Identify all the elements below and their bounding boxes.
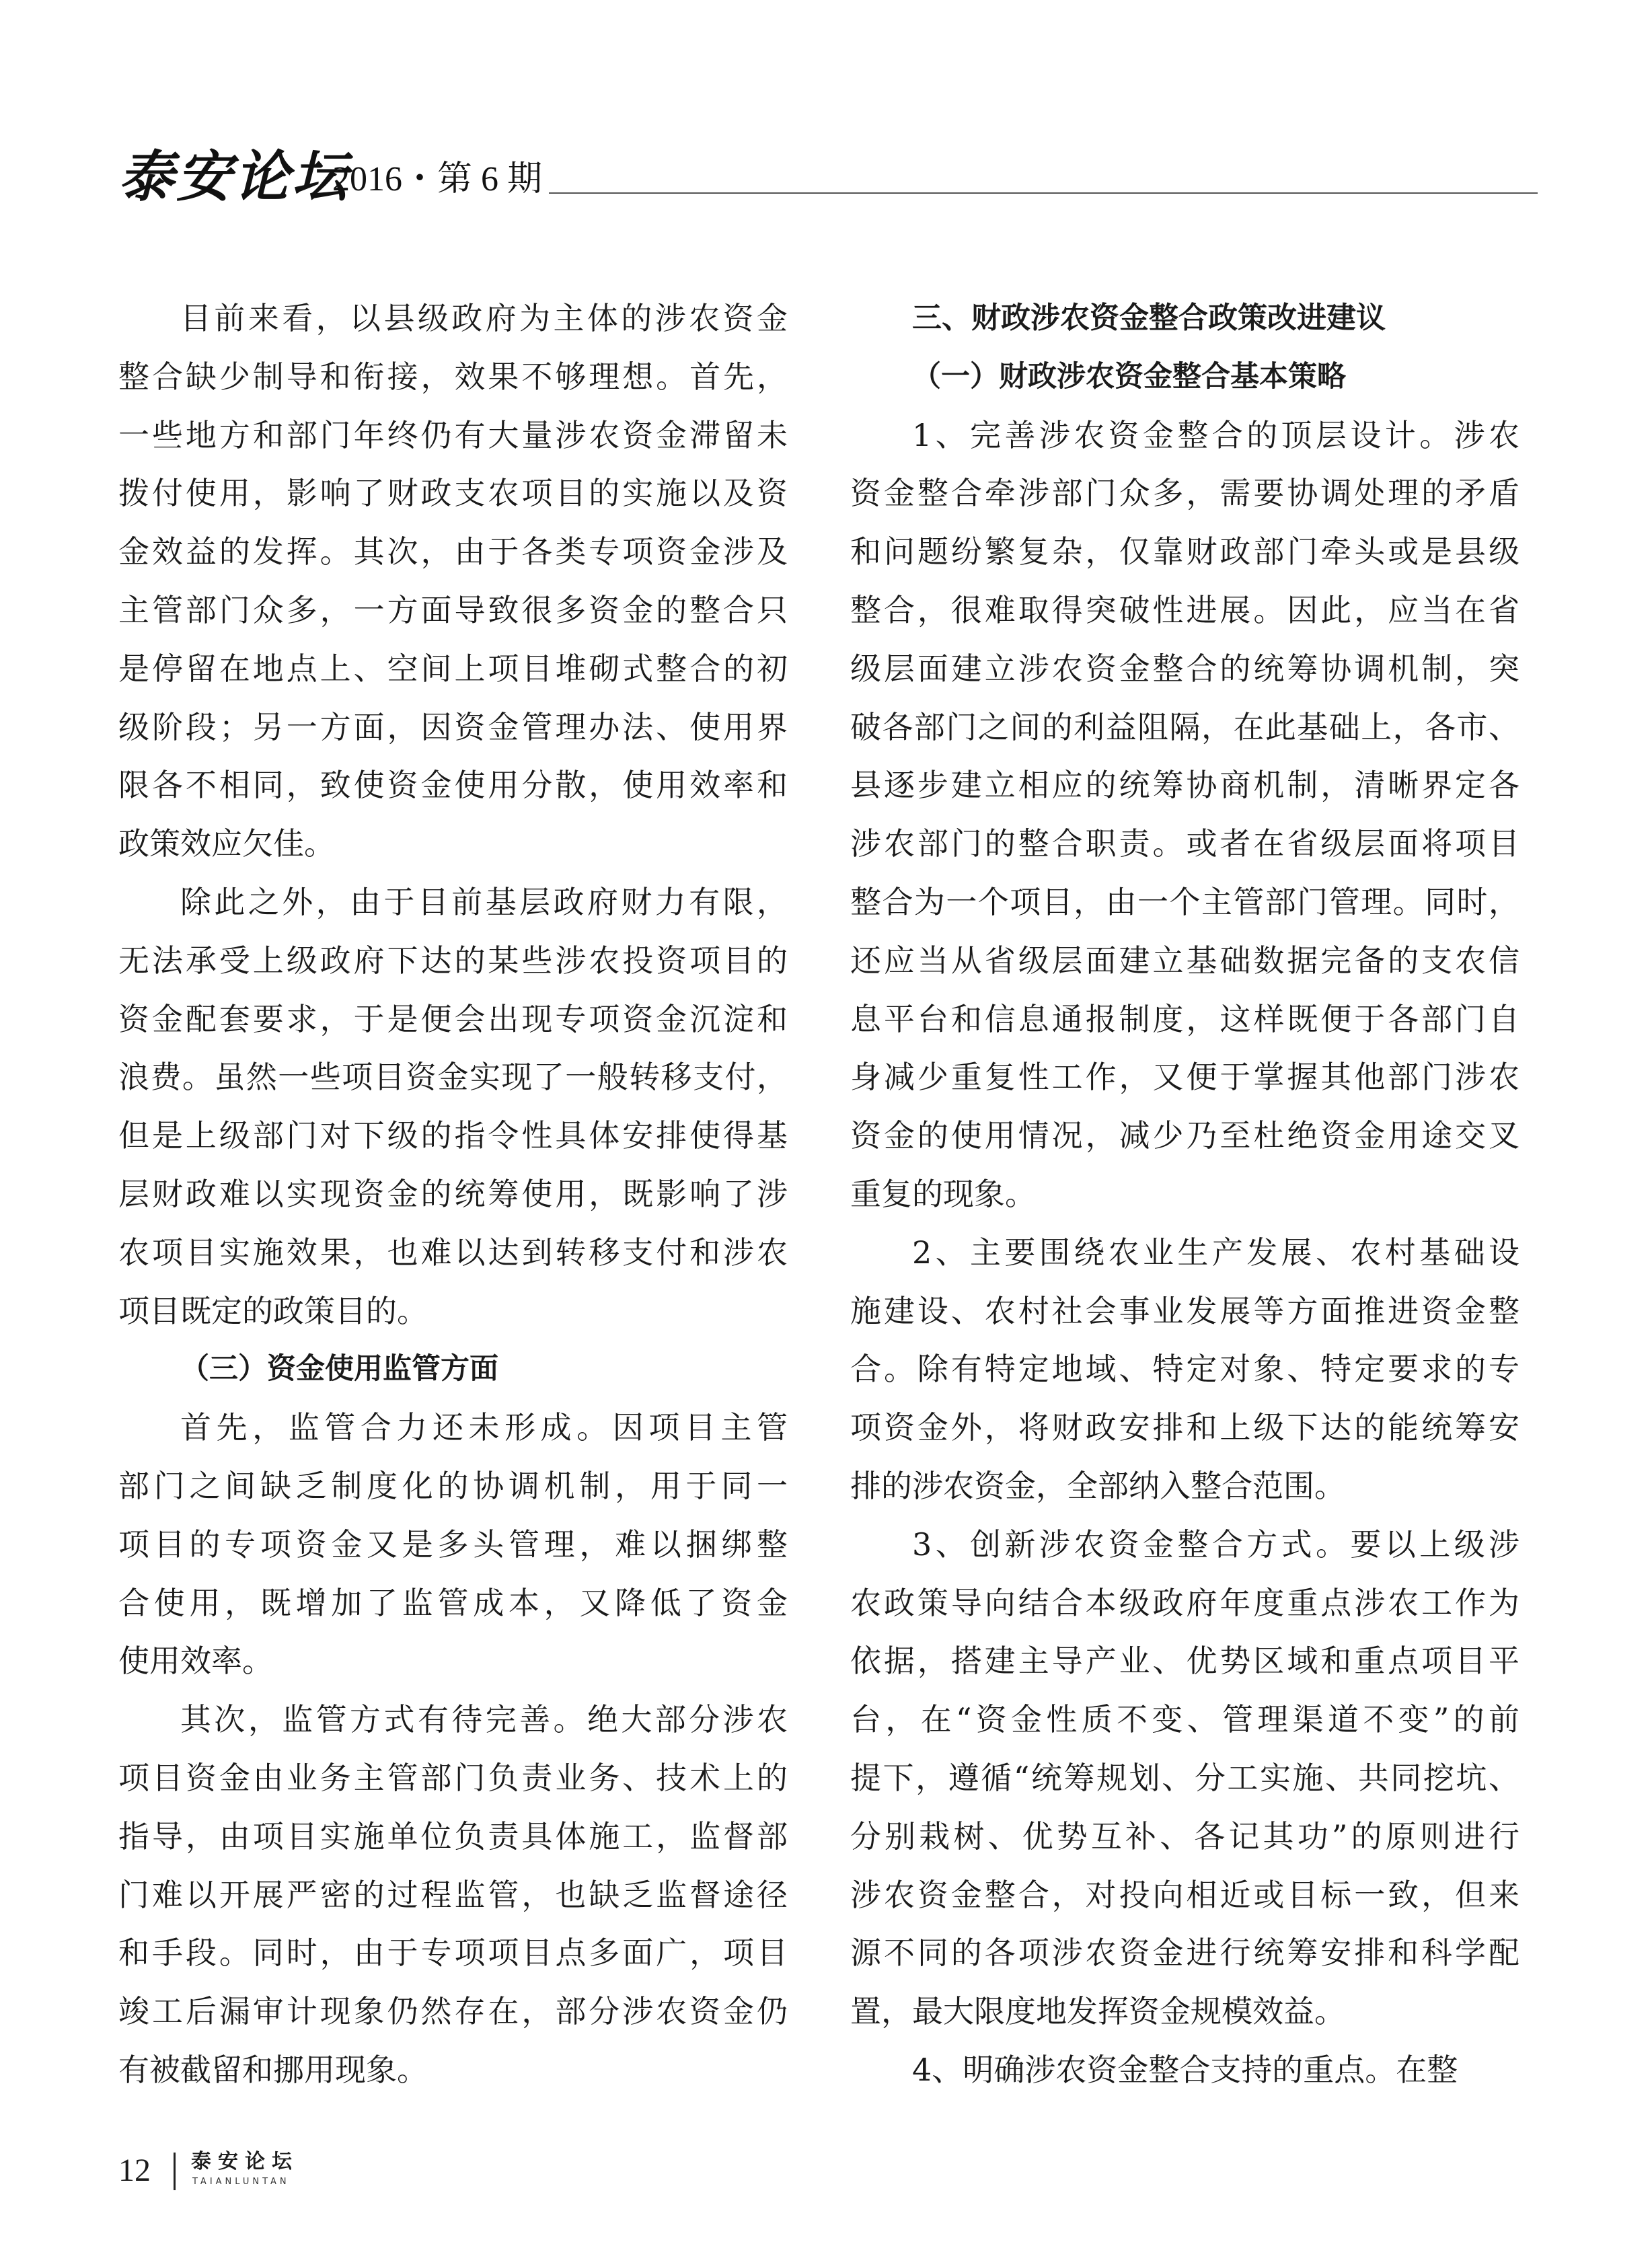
text-line: （一）财政涉农资金整合基本策略 — [912, 359, 1346, 394]
text-line: 无法承受上级政府下达的某些涉农投资项目的 — [118, 942, 788, 979]
text-line: 资金配套要求，于是便会出现专项资金沉淀和 — [118, 1000, 788, 1037]
text-line: 整合为一个项目，由一个主管部门管理。同时， — [850, 883, 1519, 920]
text-line: （三）资金使用监管方面 — [180, 1352, 498, 1386]
page-number: 12 — [118, 2153, 151, 2188]
text-line: 政策效应欠佳。 — [118, 825, 335, 862]
text-line: 提下，遵循“统筹规划、分工实施、共同挖坑、 — [850, 1759, 1519, 1796]
text-line: 2、主要围绕农业生产发展、农村基础设 — [912, 1234, 1519, 1271]
text-line: 浪费。虽然一些项目资金实现了一般转移支付， — [118, 1059, 788, 1096]
text-line: 主管部门众多，一方面导致很多资金的整合只 — [118, 591, 788, 628]
text-line: 涉农资金整合，对投向相近或目标一致，但来 — [850, 1876, 1519, 1913]
text-line: 部门之间缺乏制度化的协调机制，用于同一 — [118, 1467, 788, 1504]
text-line: 是停留在地点上、空间上项目堆砌式整合的初 — [118, 650, 788, 687]
text-line: 级层面建立涉农资金整合的统筹协调机制，突 — [850, 650, 1519, 687]
text-line: 资金的使用情况，减少乃至杜绝资金用途交叉 — [850, 1117, 1519, 1154]
text-line: 项资金外，将财政安排和上级下达的能统筹安 — [850, 1409, 1519, 1446]
text-line: 项目既定的政策目的。 — [118, 1292, 428, 1329]
text-line: 息平台和信息通报制度，这样既便于各部门自 — [850, 1000, 1519, 1037]
right-text-column — [850, 289, 1519, 2099]
text-line: 合使用，既增加了监管成本，又降低了资金 — [118, 1584, 788, 1621]
text-line: 一些地方和部门年终仍有大量涉农资金滞留未 — [118, 416, 788, 453]
text-line: 限各不相同，致使资金使用分散，使用效率和 — [118, 767, 788, 804]
page-header — [118, 147, 1538, 207]
text-line: 源不同的各项涉农资金进行统筹安排和科学配 — [850, 1935, 1519, 1972]
text-line: 涉农部门的整合职责。或者在省级层面将项目 — [850, 825, 1519, 862]
footer-journal-subtitle: TAIANLUNTAN — [192, 2177, 290, 2187]
text-line: 除此之外，由于目前基层政府财力有限， — [180, 883, 788, 920]
text-line: 三、财政涉农资金整合政策改进建议 — [912, 301, 1386, 335]
text-line: 农政策导向结合本级政府年度重点涉农工作为 — [850, 1584, 1519, 1621]
text-line: 破各部门之间的利益阻隔，在此基础上，各市、 — [850, 708, 1519, 745]
text-line: 目前来看，以县级政府为主体的涉农资金 — [180, 300, 788, 336]
text-line: 重复的现象。 — [850, 1175, 1036, 1212]
text-line: 置，最大限度地发挥资金规模效益。 — [850, 1993, 1345, 2030]
text-line: 排的涉农资金，全部纳入整合范围。 — [850, 1467, 1345, 1504]
text-line: 拨付使用，影响了财政支农项目的实施以及资 — [118, 475, 788, 512]
text-line: 项目的专项资金又是多头管理，难以捆绑整 — [118, 1526, 788, 1563]
text-line: 级阶段；另一方面，因资金管理办法、使用界 — [118, 708, 788, 745]
text-line: 层财政难以实现资金的统筹使用，既影响了涉 — [118, 1175, 788, 1212]
text-line: 和问题纷繁复杂，仅靠财政部门牵头或是县级 — [850, 533, 1519, 570]
left-text-column — [118, 289, 788, 2099]
text-line: 指导，由项目实施单位负责具体施工，监督部 — [118, 1818, 788, 1855]
text-line: 县逐步建立相应的统筹协商机制，清晰界定各 — [850, 767, 1519, 804]
footer-divider — [174, 2153, 176, 2190]
text-line: 和手段。同时，由于专项项目点多面广，项目 — [118, 1935, 788, 1972]
text-line: 门难以开展严密的过程监管，也缺乏监督途径 — [118, 1876, 788, 1913]
text-line: 整合缺少制导和衔接，效果不够理想。首先， — [118, 358, 788, 395]
footer-journal-title: 泰安论坛 — [191, 2150, 299, 2173]
text-line: 台，在“资金性质不变、管理渠道不变”的前 — [850, 1701, 1519, 1738]
text-line: 其次，监管方式有待完善。绝大部分涉农 — [180, 1701, 788, 1738]
text-line: 农项目实施效果，也难以达到转移支付和涉农 — [118, 1234, 788, 1271]
text-line: 项目资金由业务主管部门负责业务、技术上的 — [118, 1759, 788, 1796]
text-line: 依据，搭建主导产业、优势区域和重点项目平 — [850, 1643, 1519, 1680]
text-line: 合。除有特定地域、特定对象、特定要求的专 — [850, 1351, 1519, 1388]
text-line: 使用效率。 — [118, 1643, 273, 1680]
text-line: 4、明确涉农资金整合支持的重点。在整 — [912, 2051, 1458, 2088]
text-line: 但是上级部门对下级的指令性具体安排使得基 — [118, 1117, 788, 1154]
header-rule — [549, 192, 1538, 194]
text-line: 金效益的发挥。其次，由于各类专项资金涉及 — [118, 533, 788, 570]
text-line: 整合，很难取得突破性进展。因此，应当在省 — [850, 591, 1519, 628]
journal-masthead: 泰安论坛 — [118, 145, 350, 209]
text-line: 施建设、农村社会事业发展等方面推进资金整 — [850, 1292, 1519, 1329]
text-line: 资金整合牵涉部门众多，需要协调处理的矛盾 — [850, 475, 1519, 512]
text-line: 首先，监管合力还未形成。因项目主管 — [180, 1409, 788, 1446]
text-line: 竣工后漏审计现象仍然存在，部分涉农资金仍 — [118, 1993, 788, 2030]
text-line: 身减少重复性工作，又便于掌握其他部门涉农 — [850, 1059, 1519, 1096]
text-line: 还应当从省级层面建立基础数据完备的支农信 — [850, 942, 1519, 979]
text-line: 有被截留和挪用现象。 — [118, 2051, 428, 2088]
text-line: 1、完善涉农资金整合的顶层设计。涉农 — [912, 416, 1519, 453]
text-line: 3、创新涉农资金整合方式。要以上级涉 — [912, 1526, 1519, 1563]
text-line: 分别栽树、优势互补、各记其功”的原则进行 — [850, 1818, 1519, 1855]
issue-label: 2016・第 6 期 — [332, 160, 543, 198]
